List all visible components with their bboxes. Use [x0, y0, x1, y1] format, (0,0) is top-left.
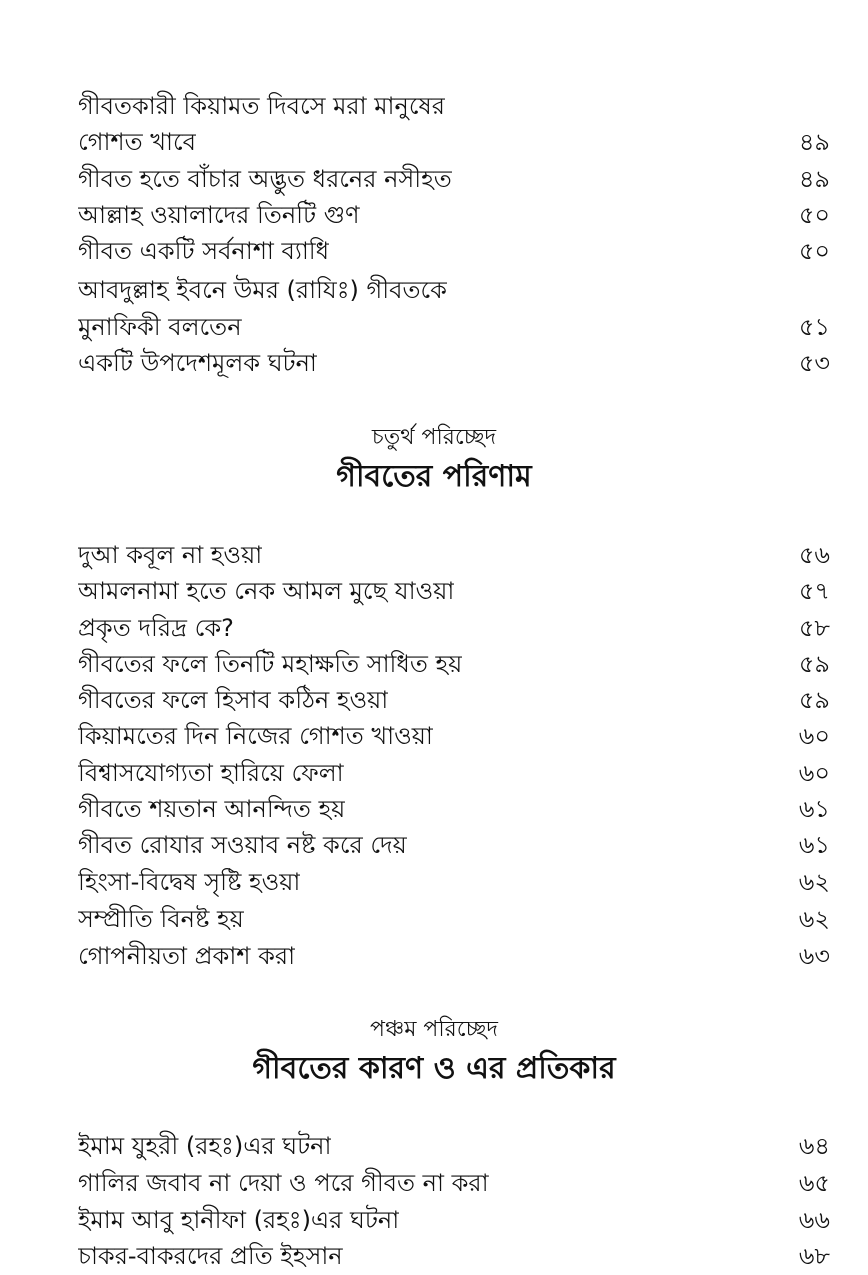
entry-page: ৪৯	[798, 165, 830, 193]
entry-page: ৬৬	[798, 1206, 830, 1234]
entry-title: মুনাফিকী বলতেন	[78, 313, 242, 341]
chapter-label: চতুর্থ পরিচ্ছেদ	[371, 425, 497, 450]
entry-title: চাকর-বাকরদের প্রতি ইহসান	[78, 1242, 343, 1270]
toc-entry	[78, 755, 830, 791]
entry-page: ৬১	[798, 795, 830, 823]
entry-title: গোপনীয়তা প্রকাশ করা	[78, 942, 296, 970]
toc-entry	[78, 309, 830, 345]
entry-title: আবদুল্লাহ ইবনে উমর (রাযিঃ) গীবতকে	[78, 276, 447, 304]
toc-entry	[78, 864, 830, 900]
toc-entry	[78, 124, 830, 160]
entry-title: আমলনামা হতে নেক আমল মুছে যাওয়া	[78, 577, 455, 605]
entry-title: হিংসা-বিদ্বেষ সৃষ্টি হওয়া	[78, 868, 301, 896]
toc-entry	[78, 901, 830, 937]
toc-entry	[78, 272, 830, 308]
entry-title: গীবতকারী কিয়ামত দিবসে মরা মানুষের	[78, 92, 445, 120]
toc-entry	[78, 233, 830, 269]
entry-title: গালির জবাব না দেয়া ও পরে গীবত না করা	[78, 1169, 489, 1197]
entry-page: ৬০	[798, 759, 830, 787]
entry-title: প্রকৃত দরিদ্র কে?	[78, 614, 234, 642]
chapter-heading: গীবতের পরিণাম	[336, 459, 532, 494]
toc-entry	[78, 610, 830, 646]
entry-page: ৫৯	[798, 650, 830, 678]
toc-entry	[78, 573, 830, 609]
entry-title: বিশ্বাসযোগ্যতা হারিয়ে ফেলা	[78, 759, 344, 787]
toc-entry	[78, 1202, 830, 1238]
entry-page: ৬২	[798, 905, 830, 933]
entry-page: ৫০	[798, 201, 830, 229]
chapter-heading: গীবতের কারণ ও এর প্রতিকার	[252, 1051, 616, 1086]
entry-title: সম্প্রীতি বিনষ্ট হয়	[78, 905, 244, 933]
toc-entry	[78, 682, 830, 718]
toc-entry	[78, 537, 830, 573]
entry-title: গীবতে শয়তান আনন্দিত হয়	[78, 795, 346, 823]
entry-title: একটি উপদেশমূলক ঘটনা	[78, 349, 317, 377]
toc-entry	[78, 1165, 830, 1201]
entry-page: ৪৯	[798, 128, 830, 156]
entry-page: ৫১	[798, 313, 830, 341]
toc-entry	[78, 345, 830, 381]
toc-entry	[78, 197, 830, 233]
entry-title: গীবতের ফলে হিসাব কঠিন হওয়া	[78, 686, 389, 714]
toc-entry	[78, 938, 830, 974]
entry-title: গোশত খাবে	[78, 128, 196, 156]
entry-title: গীবতের ফলে তিনটি মহাক্ষতি সাধিত হয়	[78, 650, 463, 678]
toc-entry	[78, 1128, 830, 1164]
entry-page: ৬৫	[798, 1169, 830, 1197]
entry-page: ৬৮	[798, 1242, 830, 1270]
toc-entry	[78, 791, 830, 827]
entry-page: ৫৬	[798, 541, 830, 569]
entry-title: গীবত হতে বাঁচার অদ্ভুত ধরনের নসীহত	[78, 165, 452, 193]
entry-title: ইমাম যুহরী (রহঃ)এর ঘটনা	[78, 1132, 332, 1160]
entry-title: ইমাম আবু হানীফা (রহঃ)এর ঘটনা	[78, 1206, 400, 1234]
entry-title: দুআ কবূল না হওয়া	[78, 541, 263, 569]
entry-page: ৬৪	[798, 1132, 830, 1160]
toc-entry	[78, 1238, 830, 1274]
entry-title: গীবত রোযার সওয়াব নষ্ট করে দেয়	[78, 831, 407, 859]
entry-page: ৬৩	[798, 942, 830, 970]
entry-page: ৬১	[798, 831, 830, 859]
toc-entry	[78, 718, 830, 754]
entry-page: ৫৩	[798, 349, 830, 377]
entry-title: কিয়ামতের দিন নিজের গোশত খাওয়া	[78, 722, 433, 750]
toc-entry	[78, 88, 830, 124]
chapter-label: পঞ্চম পরিচ্ছেদ	[370, 1017, 498, 1042]
entry-title: আল্লাহ ওয়ালাদের তিনটি গুণ	[78, 201, 360, 229]
toc-entry	[78, 161, 830, 197]
entry-title: গীবত একটি সর্বনাশা ব্যাধি	[78, 237, 330, 265]
entry-page: ৫০	[798, 237, 830, 265]
entry-page: ৬০	[798, 722, 830, 750]
toc-entry	[78, 646, 830, 682]
entry-page: ৬২	[798, 868, 830, 896]
entry-page: ৫৮	[798, 614, 830, 642]
entry-page: ৫৯	[798, 686, 830, 714]
entry-page: ৫৭	[798, 577, 830, 605]
toc-entry	[78, 827, 830, 863]
